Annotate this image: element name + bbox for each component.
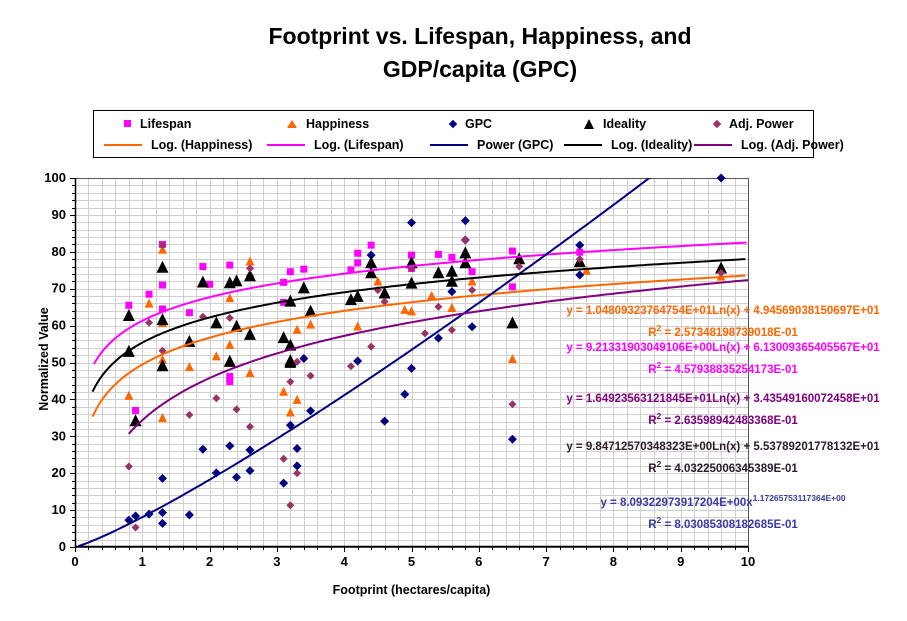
equation-text: y = 9.21331903049106E+00Ln(x) + 6.13009365405567E+01 (566, 342, 880, 354)
svg-text:9: 9 (677, 554, 685, 569)
svg-text:40: 40 (51, 391, 66, 407)
svg-text:0: 0 (71, 554, 79, 569)
legend-label: Lifespan (140, 116, 192, 131)
svg-text:50: 50 (51, 354, 66, 370)
trendline-swatch-icon (430, 144, 468, 146)
svg-text:0: 0 (58, 539, 66, 554)
legend-item-log-happiness- (94, 134, 257, 155)
legend-item-adj-power (684, 113, 809, 134)
legend-item-lifespan (94, 113, 257, 134)
svg-text:3: 3 (273, 554, 281, 569)
r-squared-text: $R^2 = 4.57938835254173E-01$ (648, 360, 798, 376)
svg-text:1: 1 (138, 554, 146, 569)
trendline-swatch-icon (564, 144, 602, 146)
svg-text:90: 90 (51, 206, 66, 222)
svg-text:100: 100 (44, 170, 66, 185)
svg-text:5: 5 (407, 554, 416, 569)
legend-item-log-ideality- (554, 134, 693, 155)
svg-text:80: 80 (51, 243, 66, 259)
legend-label: Ideality (603, 116, 647, 131)
svg-text:7: 7 (542, 554, 550, 569)
r-squared-text: $R^2 = 4.03225006345389E-01$ (648, 459, 798, 475)
legend-item-log-lifespan- (257, 134, 420, 155)
legend-label: Log. (Ideality) (611, 137, 693, 152)
svg-text:70: 70 (51, 280, 66, 296)
trendline-swatch-icon (267, 144, 305, 146)
equation-text: y = 1.64923563121845E+01Ln(x) + 3.43549160072458E+01 (566, 393, 880, 405)
legend-item-gpc (420, 113, 554, 134)
y-axis-title: Normalized Value (37, 307, 51, 411)
svg-text:8: 8 (609, 554, 618, 569)
r-squared-text: $R^2 = 2.57348198739018E-01$ (648, 323, 798, 339)
svg-text:30: 30 (51, 428, 66, 444)
gpc-marker-icon (449, 119, 457, 127)
legend-item-power-gpc- (420, 134, 554, 155)
equation-happiness (540, 303, 906, 342)
legend-item-happiness (257, 113, 420, 134)
equation-lifespan (540, 340, 906, 379)
svg-text:20: 20 (51, 465, 66, 481)
legend (93, 110, 844, 158)
legend-label: Log. (Adj. Power) (741, 137, 844, 152)
r-squared-text: $R^2 = 8.03085308182685E-01$ (648, 514, 798, 531)
svg-text:4: 4 (340, 554, 348, 569)
svg-text:2: 2 (205, 554, 214, 569)
svg-text:10: 10 (51, 502, 66, 518)
ideality-marker-icon (584, 119, 594, 129)
happiness-marker-icon (287, 120, 297, 128)
equation-text: $y = 8.09322973917204E+00x^{1.17265753117364E+00}$ (600, 493, 846, 509)
chart-title-line2: GDP/capita (GPC) (382, 56, 578, 82)
lifespan-marker-icon (124, 120, 131, 127)
x-axis-title: Footprint (hectares/capita) (332, 583, 491, 597)
equation-ideality (540, 439, 906, 478)
legend-label: Happiness (306, 116, 370, 131)
equation-adj-power (540, 391, 906, 430)
equation-text: y = 9.84712570348323E+00Ln(x) + 5.53789201778132E+01 (566, 441, 880, 453)
adj-power-marker-icon (713, 119, 721, 127)
chart-title-line1: Footprint vs. Lifespan, Happiness, and (268, 23, 692, 49)
legend-item-log-adj-power- (684, 134, 844, 155)
legend-label: Power (GPC) (477, 137, 554, 152)
trendline-swatch-icon (694, 144, 732, 146)
svg-text:10: 10 (740, 554, 756, 569)
equation-gpc (540, 490, 906, 534)
r-squared-text: $R^2 = 2.63598942483368E-01$ (648, 411, 798, 427)
chart-title (55, 20, 905, 86)
legend-label: Log. (Lifespan) (314, 137, 404, 152)
legend-label: GPC (465, 116, 493, 131)
equation-text: y = 1.04809323764754E+01Ln(x) + 4.94569038150697E+01 (566, 305, 880, 317)
trendline-swatch-icon (104, 144, 142, 146)
svg-text:60: 60 (51, 317, 66, 333)
legend-label: Adj. Power (729, 116, 794, 131)
svg-text:6: 6 (475, 554, 483, 569)
legend-label: Log. (Happiness) (151, 137, 253, 152)
legend-item-ideality (554, 113, 684, 134)
